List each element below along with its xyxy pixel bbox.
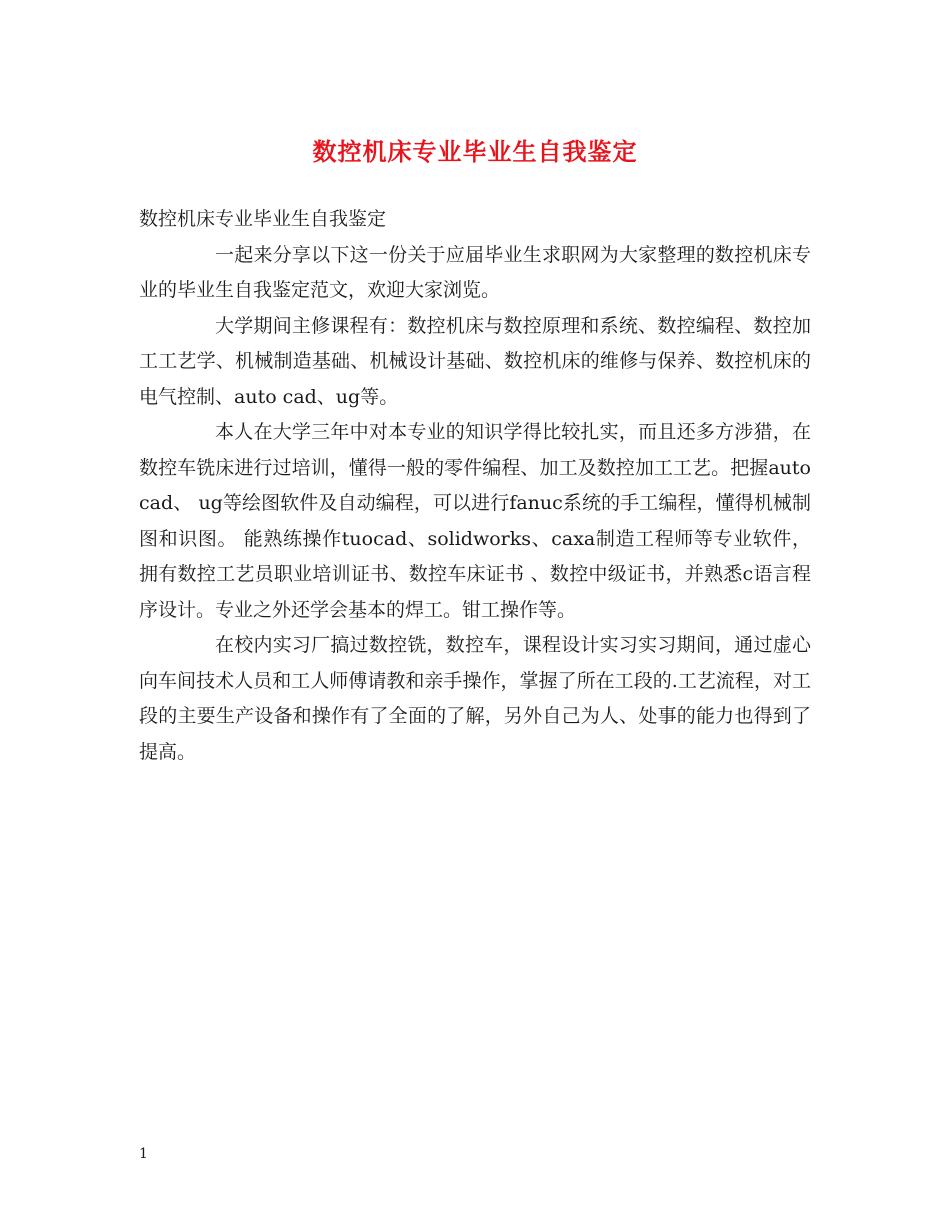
paragraph-internship: 在校内实习厂搞过数控铣，数控车，课程设计实习实习期间，通过虚心向车间技术人员和工人师傅请教和亲手操作，掌握了所在工段的.工艺流程，对工段的主要生产设备和操作有了全面的了解，另外自己为人、处事的能力也得到了提高。 [139,634,811,763]
document-title: 数控机床专业毕业生自我鉴定 [312,137,638,166]
document-body [139,202,811,770]
page-number: 1 [139,1146,148,1162]
paragraph-intro: 一起来分享以下这一份关于应届毕业生求职网为大家整理的数控机床专业的毕业生自我鉴定范文，欢迎大家浏览。 [139,243,811,301]
paragraph-courses: 大学期间主修课程有：数控机床与数控原理和系统、数控编程、数控加工工艺学、机械制造基础、机械设计基础、数控机床的维修与保养、数控机床的电气控制、auto cad、ug等。 [139,314,811,408]
paragraph-skills: 本人在大学三年中对本专业的知识学得比较扎实，而且还多方涉猎，在数控车铣床进行过培训，懂得一般的零件编程、加工及数控加工工艺。把握auto cad、 ug等绘图软件及自动编程，可以进行fanuc系统的手工编程，懂得机械制图和识图。 能熟练操作tuocad、solidworks、caxa制造工程师等专业软件，拥有数控工艺员职业培训证书、数控车床证书 、数控中级证书，并熟悉c语言程序设计。专业之外还学会基本的焊工。钳工操作等。 [139,421,811,621]
document-subtitle: 数控机床专业毕业生自我鉴定 [139,208,387,230]
